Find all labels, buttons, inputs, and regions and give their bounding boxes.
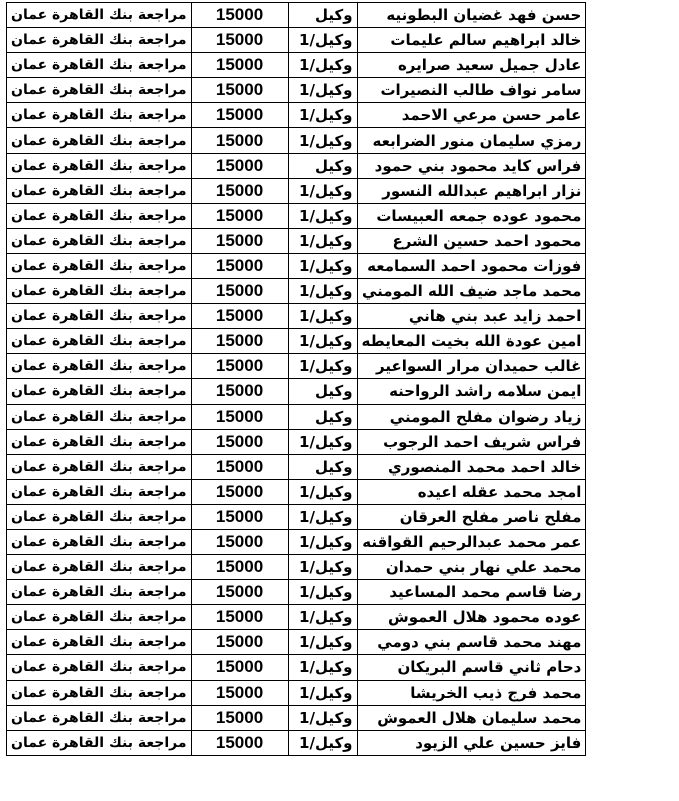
amount-cell: 15000 <box>191 153 288 178</box>
role-cell: وكيل/1 <box>288 529 357 554</box>
amount-cell: 15000 <box>191 78 288 103</box>
amount-cell: 15000 <box>191 203 288 228</box>
table-row <box>7 555 586 580</box>
table-row <box>7 329 586 354</box>
branch-cell: مراجعة بنك القاهرة عمان <box>7 279 192 304</box>
table-row <box>7 705 586 730</box>
name-cell: امجد محمد عقله اعيده <box>357 479 586 504</box>
table-row <box>7 253 586 278</box>
role-cell: وكيل/1 <box>288 680 357 705</box>
name-cell: عامر حسن مرعي الاحمد <box>357 103 586 128</box>
amount-cell: 15000 <box>191 354 288 379</box>
role-cell: وكيل/1 <box>288 655 357 680</box>
role-cell: وكيل/1 <box>288 203 357 228</box>
role-cell: وكيل/1 <box>288 504 357 529</box>
role-cell: وكيل/1 <box>288 78 357 103</box>
name-cell: حسن فهد غضيان البطونيه <box>357 3 586 28</box>
role-cell: وكيل/1 <box>288 228 357 253</box>
table-row <box>7 228 586 253</box>
branch-cell: مراجعة بنك القاهرة عمان <box>7 730 192 755</box>
role-cell: وكيل/1 <box>288 178 357 203</box>
branch-cell: مراجعة بنك القاهرة عمان <box>7 28 192 53</box>
amount-cell: 15000 <box>191 3 288 28</box>
branch-cell: مراجعة بنك القاهرة عمان <box>7 253 192 278</box>
table-row <box>7 730 586 755</box>
branch-cell: مراجعة بنك القاهرة عمان <box>7 354 192 379</box>
amount-cell: 15000 <box>191 680 288 705</box>
table-row <box>7 128 586 153</box>
table-row <box>7 203 586 228</box>
amount-cell: 15000 <box>191 178 288 203</box>
name-cell: دحام ثاني قاسم البريكان <box>357 655 586 680</box>
branch-cell: مراجعة بنك القاهرة عمان <box>7 53 192 78</box>
branch-cell: مراجعة بنك القاهرة عمان <box>7 103 192 128</box>
name-cell: خالد احمد محمد المنصوري <box>357 454 586 479</box>
branch-cell: مراجعة بنك القاهرة عمان <box>7 304 192 329</box>
role-cell: وكيل/1 <box>288 28 357 53</box>
table-row <box>7 630 586 655</box>
table-body <box>7 3 586 756</box>
branch-cell: مراجعة بنك القاهرة عمان <box>7 228 192 253</box>
role-cell: وكيل/1 <box>288 429 357 454</box>
table-row <box>7 454 586 479</box>
amount-cell: 15000 <box>191 103 288 128</box>
table-row <box>7 379 586 404</box>
name-cell: احمد زايد عبد بني هاني <box>357 304 586 329</box>
name-cell: محمد ماجد ضيف الله المومني <box>357 279 586 304</box>
role-cell: وكيل/1 <box>288 605 357 630</box>
name-cell: مهند محمد قاسم بني دومي <box>357 630 586 655</box>
branch-cell: مراجعة بنك القاهرة عمان <box>7 605 192 630</box>
role-cell: وكيل/1 <box>288 580 357 605</box>
table-row <box>7 504 586 529</box>
amount-cell: 15000 <box>191 53 288 78</box>
role-cell: وكيل/1 <box>288 304 357 329</box>
branch-cell: مراجعة بنك القاهرة عمان <box>7 404 192 429</box>
branch-cell: مراجعة بنك القاهرة عمان <box>7 78 192 103</box>
amount-cell: 15000 <box>191 479 288 504</box>
amount-cell: 15000 <box>191 329 288 354</box>
table-row <box>7 28 586 53</box>
name-cell: عمر محمد عبدالرحيم القواقنه <box>357 529 586 554</box>
name-cell: رضا قاسم محمد المساعيد <box>357 580 586 605</box>
amount-cell: 15000 <box>191 429 288 454</box>
branch-cell: مراجعة بنك القاهرة عمان <box>7 680 192 705</box>
branch-cell: مراجعة بنك القاهرة عمان <box>7 3 192 28</box>
role-cell: وكيل/1 <box>288 53 357 78</box>
branch-cell: مراجعة بنك القاهرة عمان <box>7 479 192 504</box>
table-row <box>7 605 586 630</box>
amount-cell: 15000 <box>191 279 288 304</box>
role-cell: وكيل/1 <box>288 354 357 379</box>
table-row <box>7 354 586 379</box>
table-row <box>7 655 586 680</box>
branch-cell: مراجعة بنك القاهرة عمان <box>7 178 192 203</box>
branch-cell: مراجعة بنك القاهرة عمان <box>7 555 192 580</box>
amount-cell: 15000 <box>191 529 288 554</box>
name-cell: زياد رضوان مفلح المومني <box>357 404 586 429</box>
amount-cell: 15000 <box>191 253 288 278</box>
name-cell: محمد فرج ذيب الخريشا <box>357 680 586 705</box>
role-cell: وكيل/1 <box>288 555 357 580</box>
role-cell: وكيل/1 <box>288 253 357 278</box>
amount-cell: 15000 <box>191 630 288 655</box>
name-cell: محمود عوده جمعه العبيسات <box>357 203 586 228</box>
branch-cell: مراجعة بنك القاهرة عمان <box>7 153 192 178</box>
role-cell: وكيل/1 <box>288 630 357 655</box>
table-row <box>7 178 586 203</box>
table-row <box>7 479 586 504</box>
table-row <box>7 529 586 554</box>
personnel-table <box>6 2 586 756</box>
name-cell: ايمن سلامه راشد الرواحنه <box>357 379 586 404</box>
branch-cell: مراجعة بنك القاهرة عمان <box>7 580 192 605</box>
amount-cell: 15000 <box>191 605 288 630</box>
role-cell: وكيل <box>288 379 357 404</box>
role-cell: وكيل <box>288 153 357 178</box>
table-row <box>7 304 586 329</box>
role-cell: وكيل/1 <box>288 103 357 128</box>
branch-cell: مراجعة بنك القاهرة عمان <box>7 705 192 730</box>
amount-cell: 15000 <box>191 730 288 755</box>
amount-cell: 15000 <box>191 580 288 605</box>
name-cell: محمد سليمان هلال العموش <box>357 705 586 730</box>
table-row <box>7 103 586 128</box>
role-cell: وكيل/1 <box>288 479 357 504</box>
name-cell: فوزات محمود احمد السمامعه <box>357 253 586 278</box>
name-cell: نزار ابراهيم عبدالله النسور <box>357 178 586 203</box>
amount-cell: 15000 <box>191 379 288 404</box>
branch-cell: مراجعة بنك القاهرة عمان <box>7 379 192 404</box>
role-cell: وكيل/1 <box>288 730 357 755</box>
role-cell: وكيل/1 <box>288 128 357 153</box>
table-row <box>7 279 586 304</box>
name-cell: غالب حميدان مرار السواعير <box>357 354 586 379</box>
branch-cell: مراجعة بنك القاهرة عمان <box>7 329 192 354</box>
role-cell: وكيل/1 <box>288 279 357 304</box>
branch-cell: مراجعة بنك القاهرة عمان <box>7 128 192 153</box>
amount-cell: 15000 <box>191 128 288 153</box>
amount-cell: 15000 <box>191 454 288 479</box>
amount-cell: 15000 <box>191 304 288 329</box>
branch-cell: مراجعة بنك القاهرة عمان <box>7 504 192 529</box>
role-cell: وكيل/1 <box>288 329 357 354</box>
name-cell: رمزي سليمان منور الضرابعه <box>357 128 586 153</box>
name-cell: امين عودة الله بخيت المعايطه <box>357 329 586 354</box>
table-row <box>7 680 586 705</box>
table-row <box>7 580 586 605</box>
branch-cell: مراجعة بنك القاهرة عمان <box>7 203 192 228</box>
role-cell: وكيل/1 <box>288 705 357 730</box>
name-cell: محمود احمد حسين الشرع <box>357 228 586 253</box>
amount-cell: 15000 <box>191 404 288 429</box>
name-cell: عوده محمود هلال العموش <box>357 605 586 630</box>
amount-cell: 15000 <box>191 555 288 580</box>
name-cell: خالد ابراهيم سالم عليمات <box>357 28 586 53</box>
table-row <box>7 429 586 454</box>
role-cell: وكيل <box>288 404 357 429</box>
role-cell: وكيل <box>288 454 357 479</box>
branch-cell: مراجعة بنك القاهرة عمان <box>7 630 192 655</box>
name-cell: عادل جميل سعيد صرايره <box>357 53 586 78</box>
name-cell: فراس كايد محمود بني حمود <box>357 153 586 178</box>
name-cell: فايز حسين علي الزيود <box>357 730 586 755</box>
name-cell: محمد علي نهار بني حمدان <box>357 555 586 580</box>
branch-cell: مراجعة بنك القاهرة عمان <box>7 655 192 680</box>
table-row <box>7 153 586 178</box>
table-row <box>7 404 586 429</box>
branch-cell: مراجعة بنك القاهرة عمان <box>7 429 192 454</box>
branch-cell: مراجعة بنك القاهرة عمان <box>7 454 192 479</box>
table-row <box>7 78 586 103</box>
role-cell: وكيل <box>288 3 357 28</box>
name-cell: مفلح ناصر مفلح العرقان <box>357 504 586 529</box>
amount-cell: 15000 <box>191 655 288 680</box>
amount-cell: 15000 <box>191 705 288 730</box>
branch-cell: مراجعة بنك القاهرة عمان <box>7 529 192 554</box>
amount-cell: 15000 <box>191 504 288 529</box>
table-row <box>7 3 586 28</box>
amount-cell: 15000 <box>191 28 288 53</box>
name-cell: فراس شريف احمد الرجوب <box>357 429 586 454</box>
amount-cell: 15000 <box>191 228 288 253</box>
name-cell: سامر نواف طالب النصيرات <box>357 78 586 103</box>
table-row <box>7 53 586 78</box>
